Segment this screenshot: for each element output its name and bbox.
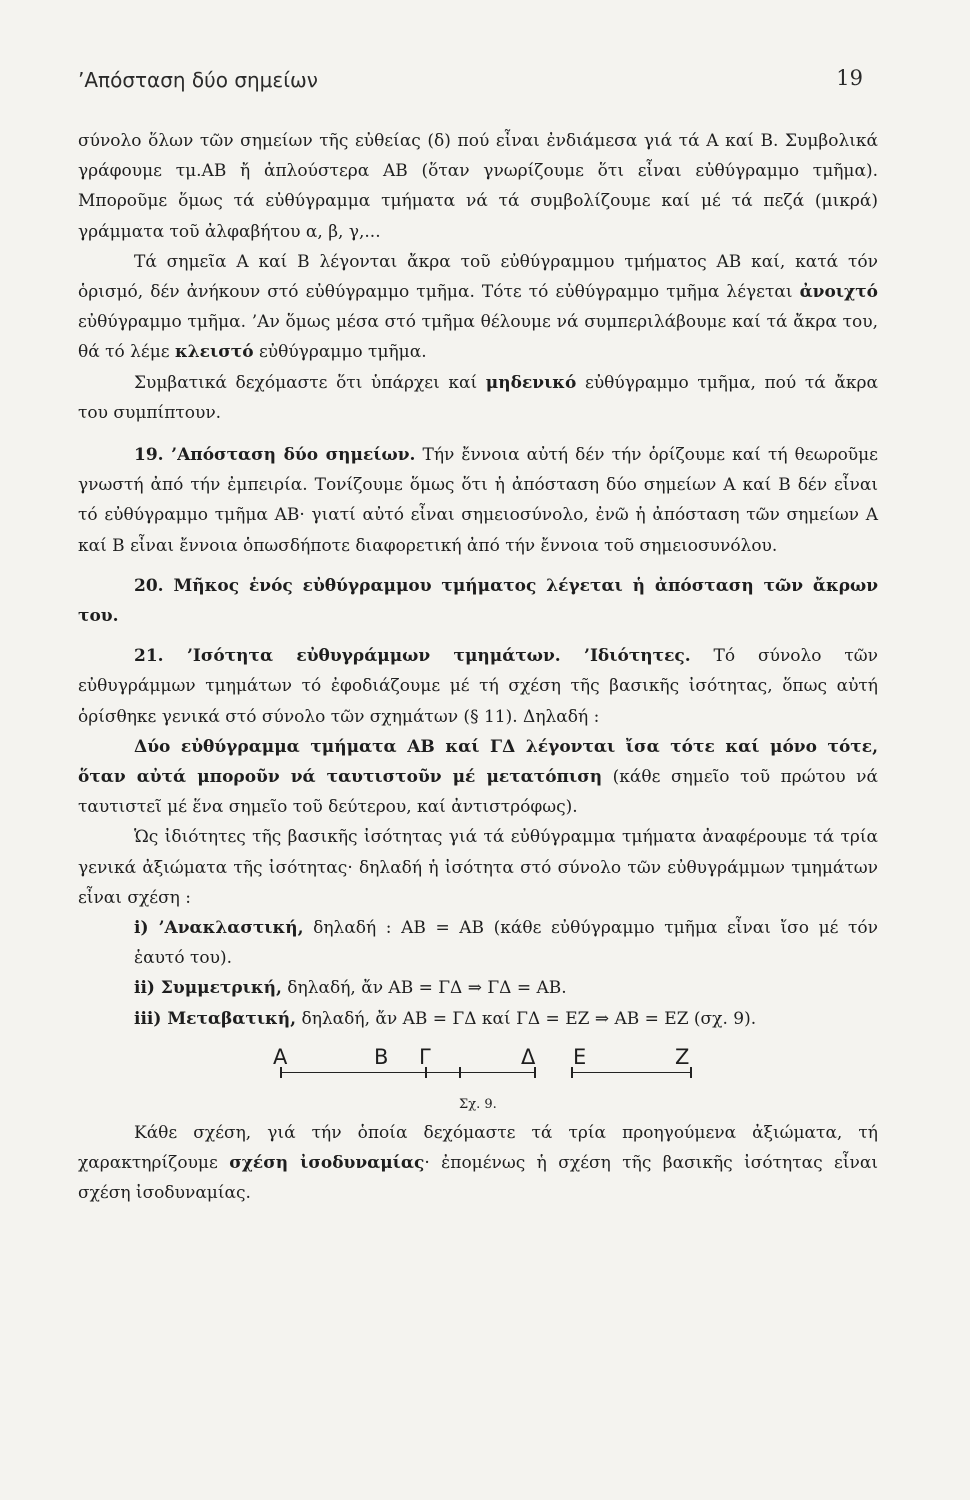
point-label-z: Z — [675, 1044, 690, 1069]
section-20-heading: 20. Μῆκος ἑνός εὐθύγραμμου τμήματος λέγεται ἡ ἀπόσταση τῶν ἄκρων του. — [78, 575, 878, 627]
point-label-e: E — [573, 1044, 587, 1069]
segment-gd — [425, 1072, 535, 1074]
tick-z — [690, 1067, 692, 1078]
point-label-a: A — [273, 1044, 288, 1069]
point-label-d: Δ — [521, 1044, 536, 1069]
intro-paragraph: σύνολο ὅλων τῶν σημείων τῆς εὐθείας (δ) πού εἶναι ἐνδιάμεσα γιά τά Α καί Β. Συμβολικά γράφουμε τμ.ΑΒ ἤ ἁπλούστερα ΑΒ (ὅταν γνωρίζουμε ὅτι εἶναι εὐθύγραμμο τμῆμα). Μποροῦμε ὅμως τά εὐθύγραμμα τμήματα νά τά συμβολίζουμε καί μέ τά πεζά (μικρά) γράμματα τοῦ ἀλφαβήτου α, β, γ,... — [78, 131, 878, 242]
point-label-b: B — [374, 1044, 389, 1069]
section-19-heading: 19. ’Απόσταση δύο σημείων. — [134, 445, 416, 466]
endpoints-paragraph: Τά σημεῖα Α καί Β λέγονται ἄκρα τοῦ εὐθύγραμμου τμήματος ΑΒ καί, κατά τόν ὁρισμό, δέν ἀνήκουν στό εὐθύγραμμο τμῆμα. Τότε τό εὐθύγραμμο τμῆμα λέγεται ἀνοιχτό εὐθύγραμμο τμῆμα. ’Αν ὅμως μέσα στό τμῆμα θέλουμε νά συμπεριλάβουμε καί τά ἄκρα του, θά τό λέμε κλειστό εὐθύγραμμο τμῆμα. — [78, 251, 878, 363]
property-transitive: iii) Μεταβατική, δηλαδή, ἄν ΑΒ = ΓΔ καί ΓΔ = ΕΖ ⇒ ΑΒ = ΕΖ (σχ. 9). — [134, 1008, 757, 1029]
page-number: 19 — [836, 66, 863, 90]
figure-caption: Σχ. 9. — [459, 1096, 497, 1112]
figure-9 — [78, 1034, 878, 1118]
section-20 — [78, 571, 878, 631]
section-21: 21. ’Ισότητα εὐθυγράμμων τμημάτων. ’Ιδιότητες. Τό σύνολο τῶν εὐθυγράμμων τμημάτων τό ἐφοδιάζουμε μέ τή σχέση τῆς βασικῆς ἰσότητας, ὅπως αὐτή ὁρίσθηκε γενικά στό σύνολο τῶν σχημάτων (§ 11). Δηλαδή : — [78, 646, 878, 727]
properties-intro: Ὡς ἰδιότητες τῆς βασικῆς ἰσότητας γιά τά εὐθύγραμμα τμήματα ἀναφέρουμε τά τρία γενικά ἀξιώματα τῆς ἰσότητας· δηλαδή ἡ ἰσότητα στό σύνολο τῶν εὐθυγράμμων τμημάτων εἶναι σχέση : — [78, 827, 878, 908]
section-21-heading: 21. ’Ισότητα εὐθυγράμμων τμημάτων. ’Ιδιότητες. — [134, 646, 691, 667]
zero-segment-paragraph: Συμβατικά δεχόμαστε ὅτι ὑπάρχει καί μηδενικό εὐθύγραμμο τμῆμα, πού τά ἄκρα του συμπίπτουν. — [78, 372, 878, 423]
page-body — [78, 126, 878, 1209]
term-closed: κλειστό — [175, 342, 254, 363]
term-equivalence: σχέση ἰσοδυναμίας — [229, 1153, 425, 1174]
running-title: ’Απόσταση δύο σημείων — [78, 68, 318, 92]
property-symmetric: ii) Συμμετρική, δηλαδή, ἄν ΑΒ = ΓΔ ⇒ ΓΔ = ΑΒ. — [134, 978, 567, 999]
segment-ez — [571, 1072, 691, 1074]
section-19: 19. ’Απόσταση δύο σημείων. Τήν ἔννοια αὐτή δέν τήν ὁρίζουμε καί τή θεωροῦμε γνωστή ἀπό τήν ἐμπειρία. Τονίζουμε ὅμως ὅτι ἡ ἀπόσταση δύο σημείων Α καί Β δέν εἶναι τό εὐθύγραμμο τμῆμα ΑΒ· γιατί αὐτό εἶναι σημειοσύνολο, ἐνῶ ἡ ἀπόσταση τῶν σημείων Α καί Β εἶναι ἔννοια ὁπωσδήποτε διαφορετική ἀπό τήν ἔννοια τοῦ σημειοσυνόλου. — [78, 445, 878, 556]
term-zero: μηδενικό — [485, 372, 577, 393]
property-reflexive: i) ’Ανακλαστική, δηλαδή : ΑΒ = ΑΒ (κάθε εὐθύγραμμο τμῆμα εἶναι ἴσο μέ τόν ἑαυτό του). — [134, 918, 878, 969]
point-label-g: Γ — [419, 1044, 431, 1069]
term-open: ἀνοιχτό — [799, 282, 878, 303]
closing-paragraph: Κάθε σχέση, γιά τήν ὁποία δεχόμαστε τά τρία προηγούμενα ἀξιώματα, τή χαρακτηρίζουμε σχέση ἰσοδυναμίας· ἐπομένως ἡ σχέση τῆς βασικῆς ἰσότητας εἶναι σχέση ἰσοδυναμίας. — [78, 1122, 878, 1204]
equality-definition: Δύο εὐθύγραμμα τμήματα ΑΒ καί ΓΔ λέγονται ἴσα τότε καί μόνο τότε, ὅταν αὐτά μποροῦν νά ταυτιστοῦν μέ μετατόπιση (κάθε σημεῖο τοῦ πρώτου νά ταυτιστεῖ μέ ἕνα σημεῖο τοῦ δεύτερου, καί ἀντιστρόφως). — [78, 736, 878, 818]
